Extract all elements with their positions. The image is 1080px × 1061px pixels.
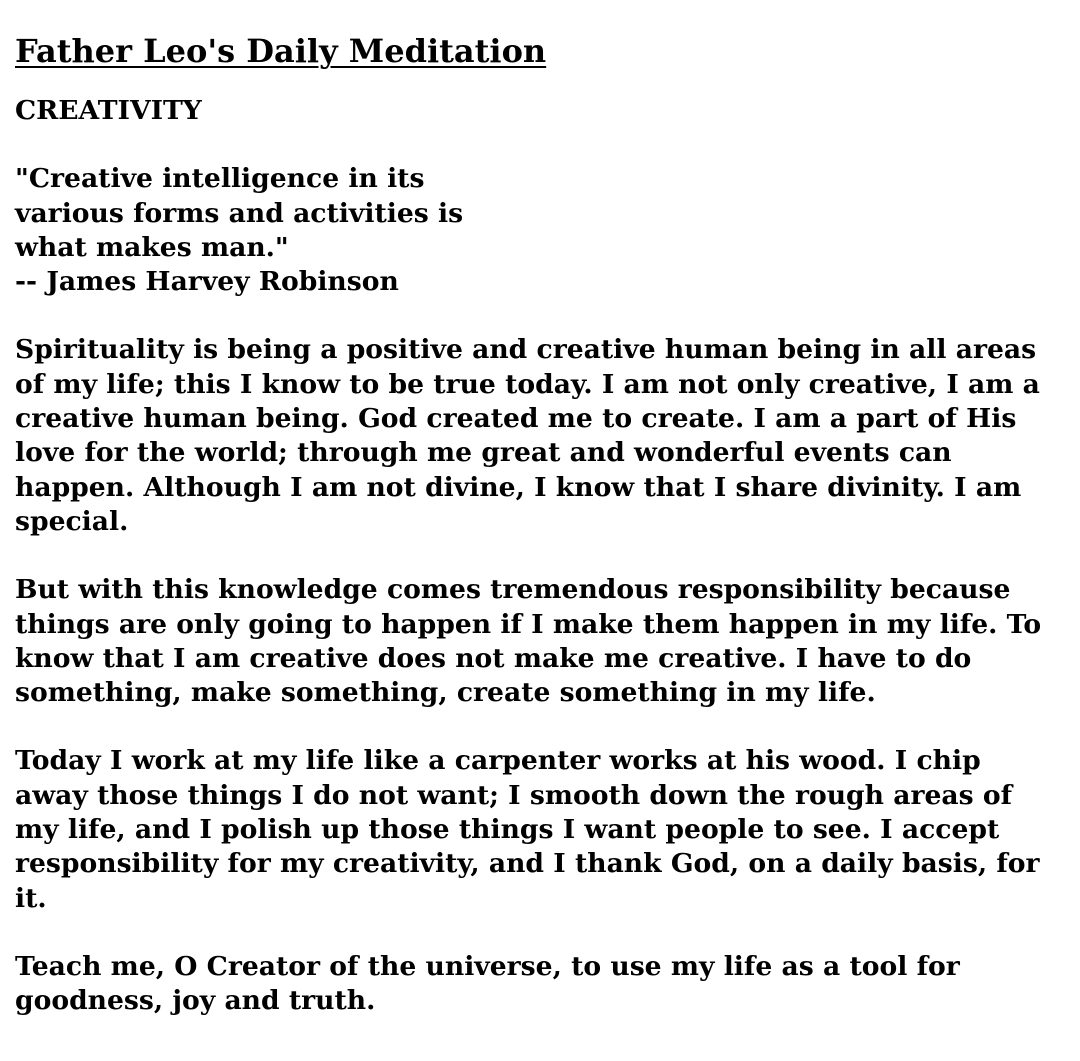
meditation-paragraph: But with this knowledge comes tremendous responsibility because things are only going to happen if I make them happen in my life. To know that I am creative does not make me creative. I have to do something, make something, create something in my life. (15, 574, 1042, 709)
quote-line: "Creative intelligence in its (15, 163, 425, 195)
quote-block (15, 162, 485, 299)
quote-line: various forms and activities is (15, 197, 464, 229)
quote-attribution: -- James Harvey Robinson (15, 266, 399, 298)
page-title: Father Leo's Daily Meditation (15, 32, 547, 70)
meditation-paragraph: Spirituality is being a positive and creative human being in all areas of my life; this I know to be true today. I am not only creative, I am a creative human being. God created me to create. I am a part of His love for the world; through me great and wonderful events can happen. Although I am not divine, I know that I share divinity. I am special. (15, 334, 1040, 537)
meditation-paragraph: Today I work at my life like a carpenter works at his wood. I chip away those things I do not want; I smooth down the rough areas of my life, and I polish up those things I want people to see. I accept responsibility for my creativity, and I thank God, on a daily basis, for it. (15, 745, 1040, 914)
closing-prayer: Teach me, O Creator of the universe, to use my life as a tool for goodness, joy and truth. (15, 950, 960, 1017)
quote-line: what makes man." (15, 231, 289, 263)
topic-heading: CREATIVITY (15, 95, 202, 126)
